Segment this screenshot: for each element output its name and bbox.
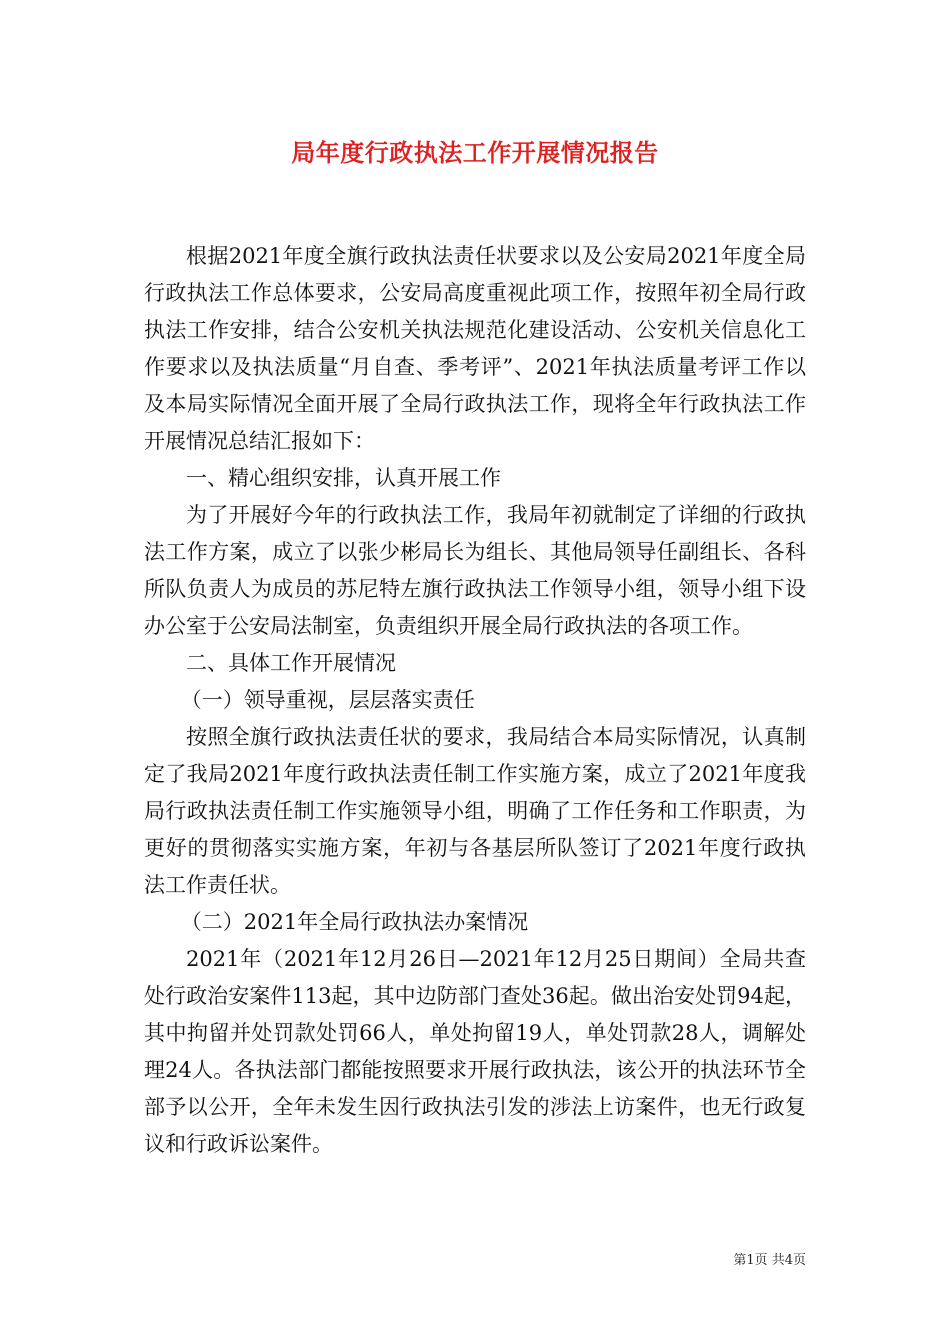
intro-paragraph: 根据2021年度全旗行政执法责任状要求以及公安局2021年度全局行政执法工作总体要求，公安局高度重视此项工作，按照年初全局行政执法工作安排，结合公安机关执法规范化建设活动、公安机关信息化工作要求以及执法质量“月自查、季考评”、2021年执法质量考评工作以及本局实际情况全面开展了全局行政执法工作，现将全年行政执法工作开展情况总结汇报如下： bbox=[144, 244, 806, 453]
subsection-heading-1: （一）领导重视，层层落实责任 bbox=[180, 688, 475, 712]
section-1-paragraph: 为了开展好今年的行政执法工作，我局年初就制定了详细的行政执法工作方案，成立了以张少彬局长为组长、其他局领导任副组长、各科所队负责人为成员的苏尼特左旗行政执法工作领导小组，领导小组下设办公室于公安局法制室，负责组织开展全局行政执法的各项工作。 bbox=[144, 503, 806, 638]
subsection-heading-2: （二）2021年全局行政执法办案情况 bbox=[180, 910, 529, 934]
section-heading-2: 二、具体工作开展情况 bbox=[186, 651, 396, 675]
subsection-1-paragraph: 按照全旗行政执法责任状的要求，我局结合本局实际情况，认真制定了我局2021年度行政执法责任制工作实施方案，成立了2021年度我局行政执法责任制工作实施领导小组，明确了工作任务和工作职责，为更好的贯彻落实实施方案，年初与各基层所队签订了2021年度行政执法工作责任状。 bbox=[144, 725, 806, 897]
document-body bbox=[144, 238, 806, 1163]
page-number: 第1页 共4页 bbox=[733, 1253, 806, 1268]
section-heading-1: 一、精心组织安排，认真开展工作 bbox=[186, 466, 501, 490]
document-title: 局年度行政执法工作开展情况报告 bbox=[291, 138, 659, 167]
subsection-2-paragraph: 2021年（2021年12月26日—2021年12月25日期间）全局共查处行政治安案件113起，其中边防部门查处36起。做出治安处罚94起，其中拘留并处罚款处罚66人，单处拘留19人，单处罚款28人，调解处理24人。各执法部门都能按照要求开展行政执法，该公开的执法环节全部予以公开，全年未发生因行政执法引发的涉法上访案件，也无行政复议和行政诉讼案件。 bbox=[144, 947, 806, 1156]
